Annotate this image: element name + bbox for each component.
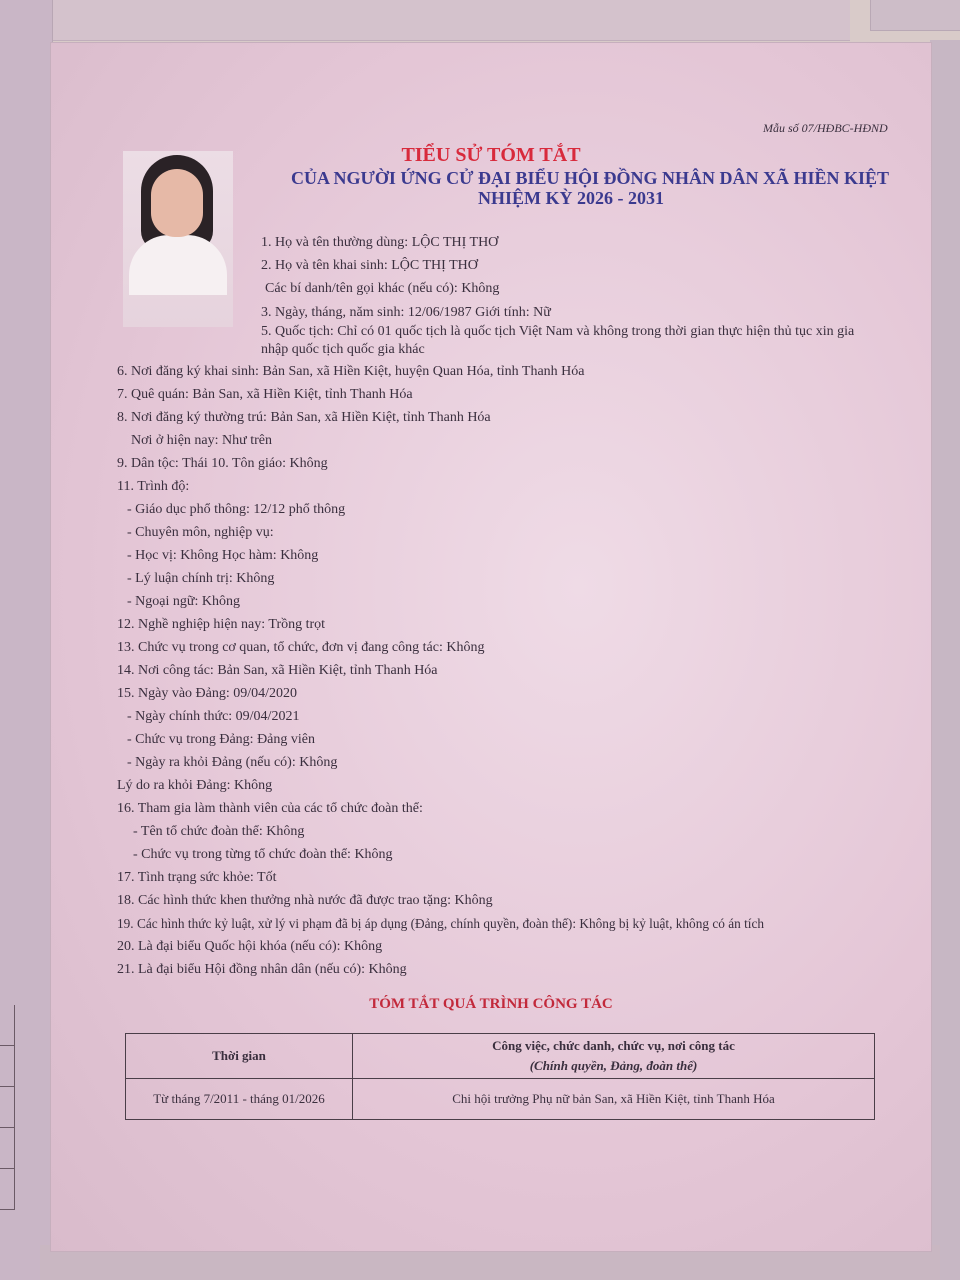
career-table — [125, 1033, 875, 1120]
biography-sheet — [50, 42, 932, 1252]
field-degree-title: - Học vị: Không Học hàm: Không — [127, 548, 319, 563]
field-nationality: 5. Quốc tịch: Chỉ có 01 quốc tịch là quốc tịch Việt Nam và không trong thời gian thực hiện thủ tục xin gia — [261, 324, 855, 339]
field-workplace: 14. Nơi công tác: Bản San, xã Hiền Kiệt, tỉnh Thanh Hóa — [117, 663, 438, 678]
field-nationality-cont: nhập quốc tịch quốc gia khác — [261, 342, 425, 357]
background-right-sheet — [930, 40, 960, 1280]
table-row — [126, 1079, 875, 1120]
field-organization-name: - Tên tổ chức đoàn thể: Không — [133, 824, 305, 839]
field-position: 13. Chức vụ trong cơ quan, tổ chức, đơn vị đang công tác: Không — [117, 640, 485, 655]
background-left-grid — [0, 1005, 15, 1210]
document-term: NHIỆM KỲ 2026 - 2031 — [478, 188, 664, 208]
career-section-title: TÓM TẮT QUÁ TRÌNH CÔNG TÁC — [369, 996, 613, 1012]
field-general-education: - Giáo dục phổ thông: 12/12 phổ thông — [127, 502, 346, 517]
field-people-council: 21. Là đại biểu Hội đồng nhân dân (nếu có): Không — [117, 962, 407, 977]
header-job-line2: (Chính quyền, Đảng, đoàn thể) — [529, 1058, 698, 1073]
field-birthdate-gender: 3. Ngày, tháng, năm sinh: 12/06/1987 Giới tính: Nữ — [261, 305, 551, 320]
field-national-assembly: 20. Là đại biểu Quốc hội khóa (nếu có): Không — [117, 939, 383, 954]
table-header-row — [126, 1034, 875, 1079]
form-code: Mẫu số 07/HĐBC-HĐND — [763, 121, 888, 135]
field-education-heading: 11. Trình độ: — [117, 479, 190, 494]
field-ethnicity-religion: 9. Dân tộc: Thái 10. Tôn giáo: Không — [117, 456, 328, 471]
field-birth-name: 2. Họ và tên khai sinh: LỘC THỊ THƠ — [261, 258, 478, 273]
row-time: Từ tháng 7/2011 - tháng 01/2026 — [126, 1079, 353, 1120]
field-party-position: - Chức vụ trong Đảng: Đảng viên — [127, 732, 315, 747]
field-party-join-date: 15. Ngày vào Đảng: 09/04/2020 — [117, 686, 298, 701]
header-job — [353, 1034, 875, 1079]
background-top-right-sheet — [870, 0, 960, 31]
field-foreign-language: - Ngoại ngữ: Không — [127, 594, 240, 609]
field-permanent-residence: 8. Nơi đăng ký thường trú: Bản San, xã Hiền Kiệt, tỉnh Thanh Hóa — [117, 410, 491, 425]
field-awards: 18. Các hình thức khen thưởng nhà nước đã được trao tặng: Không — [117, 893, 493, 908]
field-political-theory: - Lý luận chính trị: Không — [127, 571, 275, 586]
field-birth-registration: 6. Nơi đăng ký khai sinh: Bản San, xã Hiền Kiệt, huyện Quan Hóa, tỉnh Thanh Hóa — [117, 364, 585, 379]
field-current-residence: Nơi ở hiện nay: Như trên — [131, 433, 272, 448]
header-time: Thời gian — [126, 1034, 353, 1079]
background-top-sheet — [0, 0, 850, 41]
field-organization-position: - Chức vụ trong từng tổ chức đoàn thể: Không — [133, 847, 393, 862]
document-subtitle: CỦA NGƯỜI ỨNG CỬ ĐẠI BIỂU HỘI ĐỒNG NHÂN DÂN XÃ HIỀN KIỆT — [291, 168, 890, 188]
row-job: Chi hội trưởng Phụ nữ bản San, xã Hiền Kiệt, tỉnh Thanh Hóa — [353, 1079, 875, 1120]
field-discipline: 19. Các hình thức kỷ luật, xử lý vi phạm đã bị áp dụng (Đảng, chính quyền, đoàn thể): Không bị kỷ luật, không có án tích — [117, 916, 765, 931]
document-title: TIỂU SỬ TÓM TẮT — [401, 144, 581, 166]
field-aliases: Các bí danh/tên gọi khác (nếu có): Không — [265, 281, 500, 296]
field-organizations: 16. Tham gia làm thành viên của các tổ chức đoàn thể: — [117, 801, 423, 816]
field-party-official-date: - Ngày chính thức: 09/04/2021 — [127, 709, 300, 724]
field-health: 17. Tình trạng sức khỏe: Tốt — [117, 870, 277, 885]
field-common-name: 1. Họ và tên thường dùng: LỘC THỊ THƠ — [261, 235, 499, 250]
header-job-line1: Công việc, chức danh, chức vụ, nơi công tác — [492, 1038, 735, 1053]
candidate-photo — [123, 151, 233, 327]
field-party-leave-date: - Ngày ra khỏi Đảng (nếu có): Không — [127, 755, 338, 770]
field-specialization: - Chuyên môn, nghiệp vụ: — [127, 525, 274, 540]
field-occupation: 12. Nghề nghiệp hiện nay: Trồng trọt — [117, 617, 326, 632]
field-hometown: 7. Quê quán: Bản San, xã Hiền Kiệt, tỉnh Thanh Hóa — [117, 387, 413, 402]
field-party-leave-reason: Lý do ra khỏi Đảng: Không — [117, 778, 273, 793]
